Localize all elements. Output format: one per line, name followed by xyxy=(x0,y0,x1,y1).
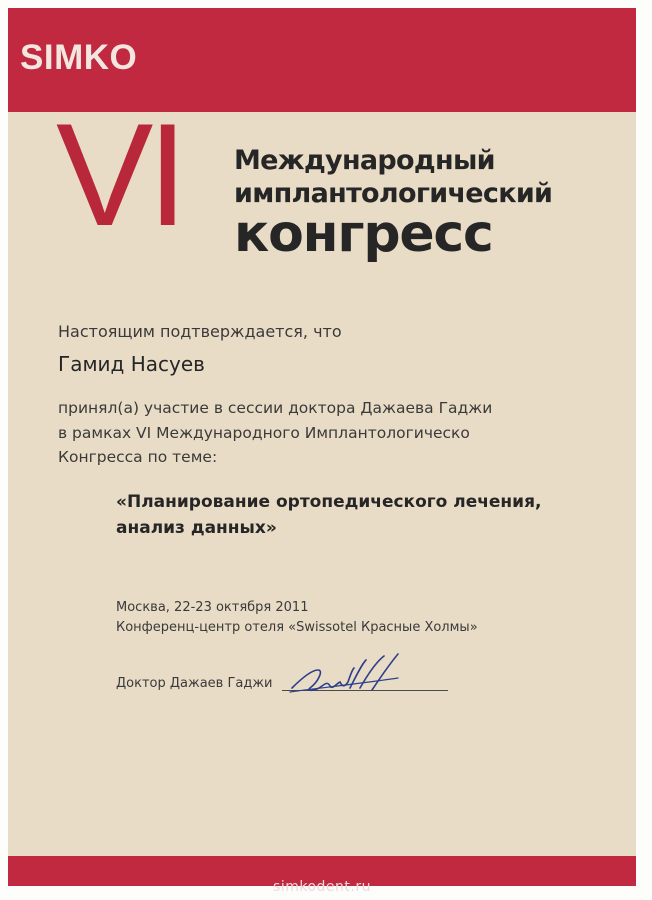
certificate xyxy=(8,8,636,895)
event-date: Москва, 22-23 октября 2011 xyxy=(116,600,309,615)
participation-line: Конгресса по теме: xyxy=(58,448,218,466)
topic-line: анализ данных» xyxy=(116,518,277,538)
title-line-2: имплантологический xyxy=(234,178,553,209)
participation-text xyxy=(58,396,492,470)
recipient-name: Гамид Насуев xyxy=(58,352,205,376)
website-url: simkodent.ru xyxy=(273,879,371,895)
topic-line: «Планирование ортопедического лечения, xyxy=(116,492,542,512)
topic xyxy=(116,489,541,541)
participation-line: в рамках VI Международного Имплантологическо xyxy=(58,423,470,442)
title-line-1: Международный xyxy=(234,145,495,176)
handwritten-signature xyxy=(288,648,418,704)
confirm-text: Настоящим подтверждается, что xyxy=(58,322,342,341)
roman-numeral: VI xyxy=(56,93,182,256)
event-venue: Конференц-центр отеля «Swissotel Красные Холмы» xyxy=(116,620,478,635)
title-line-3: конгресс xyxy=(234,204,493,264)
brand-logo: SIMKO xyxy=(20,38,138,77)
event-place xyxy=(116,598,478,638)
participation-line: принял(а) участие в сессии доктора Дажаева Гаджи xyxy=(58,399,493,417)
signer-name: Доктор Дажаев Гаджи xyxy=(116,676,273,691)
